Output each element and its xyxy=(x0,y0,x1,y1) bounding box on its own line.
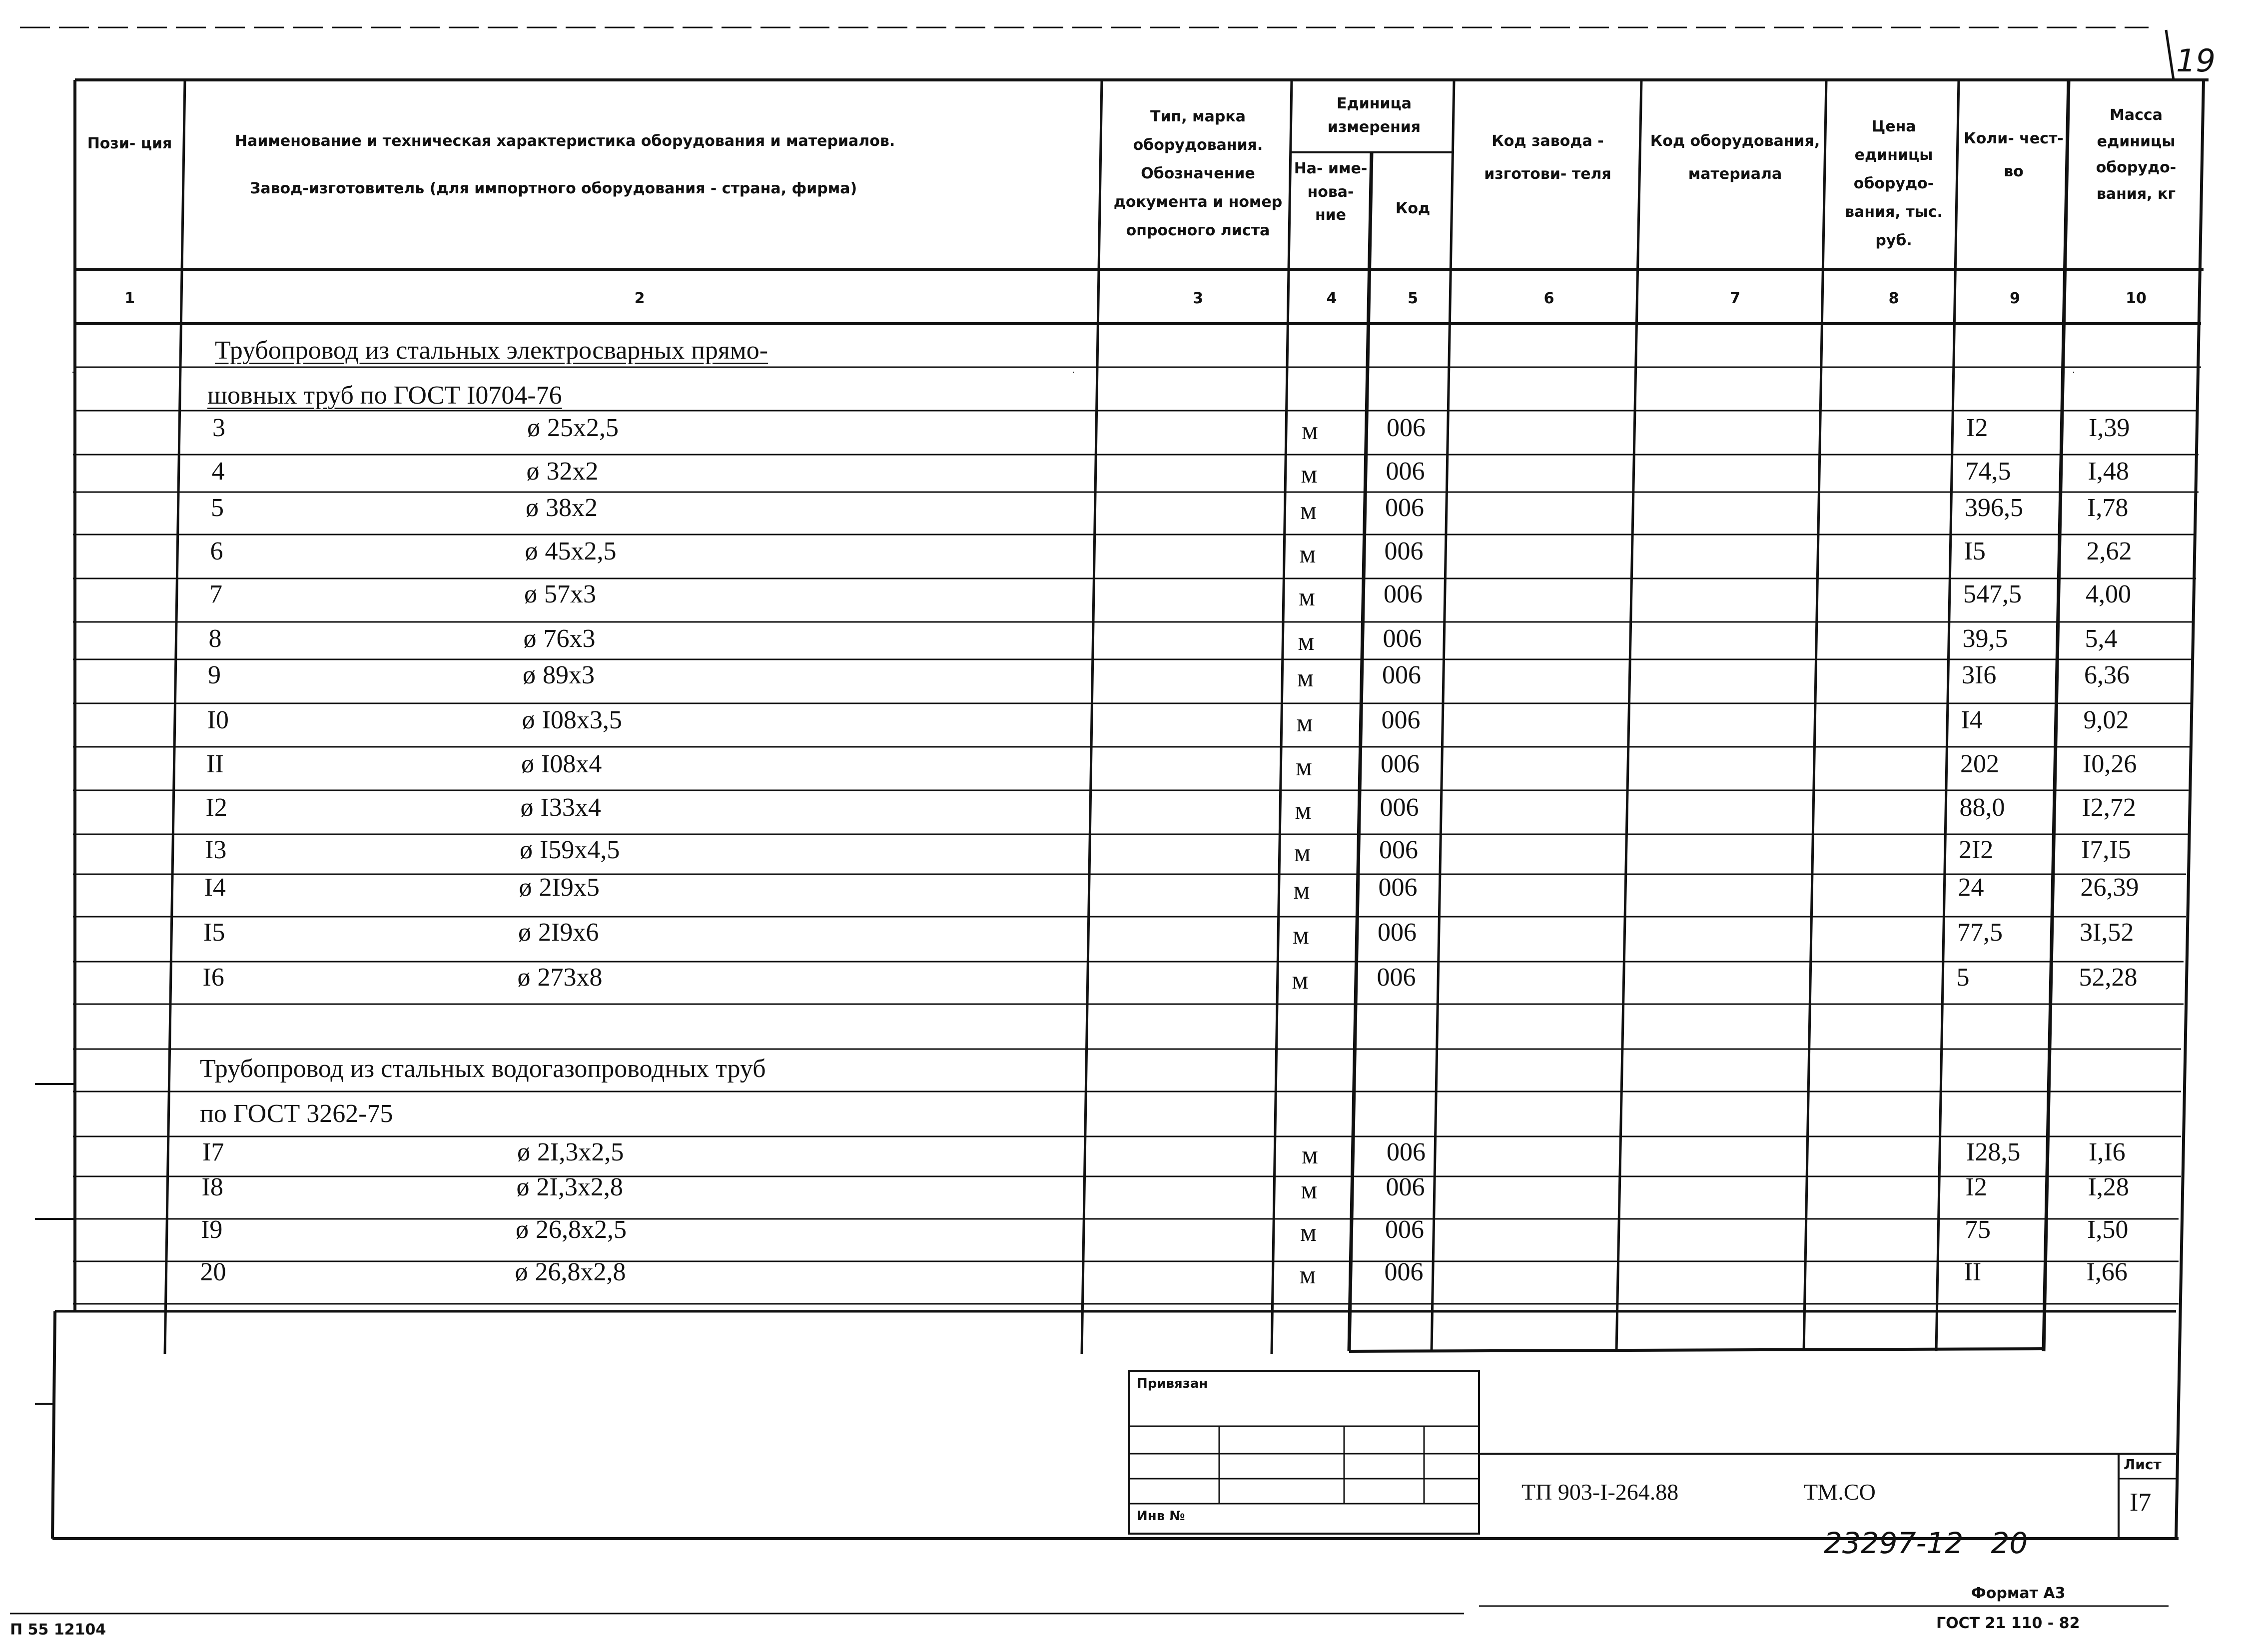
diameter-icon: ø xyxy=(523,624,537,653)
row-position: I7 xyxy=(202,1138,224,1166)
row-qty: 5 xyxy=(1956,963,1970,992)
row-unit: м xyxy=(1297,664,1314,692)
row-mass: 3I,52 xyxy=(2080,918,2134,947)
row-position: 7 xyxy=(209,580,222,608)
row-qty: 24 xyxy=(1958,873,1984,902)
row-code: 006 xyxy=(1386,1173,1425,1201)
header-col-5: Код xyxy=(1395,200,1431,217)
col-num-9: 9 xyxy=(2010,290,2020,307)
row-size: I08х3,5 xyxy=(542,706,622,734)
row-mass: 26,39 xyxy=(2080,873,2139,902)
header-col-1: Пози- ция xyxy=(87,135,172,152)
diameter-icon: ø xyxy=(519,873,532,902)
row-position: I2 xyxy=(205,793,227,822)
row-unit: м xyxy=(1292,966,1309,995)
row-mass: I,I6 xyxy=(2089,1138,2126,1166)
sheet-number-top: 19 xyxy=(2176,42,2216,79)
row-code: 006 xyxy=(1384,1258,1424,1286)
row-size: 25х2,5 xyxy=(547,414,619,442)
row-position: I4 xyxy=(204,873,226,902)
row-code: 006 xyxy=(1377,963,1416,992)
row-qty: I5 xyxy=(1964,537,1986,565)
col-num-2: 2 xyxy=(634,290,645,307)
header-col-6: Код завода - изготови- теля xyxy=(1484,132,1611,183)
row-qty: II xyxy=(1964,1258,1982,1286)
row-unit: м xyxy=(1299,1261,1316,1289)
row-mass: I7,I5 xyxy=(2081,836,2131,864)
row-qty: 74,5 xyxy=(1965,457,2011,486)
row-unit: м xyxy=(1300,497,1317,525)
row-size: 2I,3х2,8 xyxy=(536,1173,623,1201)
row-unit: м xyxy=(1296,753,1312,781)
row-unit: м xyxy=(1298,627,1315,656)
diameter-icon: ø xyxy=(518,918,531,947)
diameter-icon: ø xyxy=(525,537,538,565)
row-code: 006 xyxy=(1383,624,1422,653)
col-num-10: 10 xyxy=(2126,290,2147,307)
diameter-icon: ø xyxy=(515,1258,528,1286)
row-unit: м xyxy=(1293,921,1309,950)
diameter-icon: ø xyxy=(517,1138,530,1166)
row-position: I9 xyxy=(201,1215,223,1244)
row-size: 45х2,5 xyxy=(545,537,617,565)
header-col-10: Масса единицы оборудо- вания, кг xyxy=(2096,106,2177,203)
row-qty: 75 xyxy=(1965,1215,1991,1244)
row-unit: м xyxy=(1296,709,1313,737)
diameter-icon: ø xyxy=(520,793,534,822)
row-unit: м xyxy=(1293,876,1310,905)
sheet-label: Лист xyxy=(2124,1456,2162,1473)
row-code: 006 xyxy=(1384,537,1424,565)
row-size: 89х3 xyxy=(543,661,595,689)
row-mass: I,39 xyxy=(2089,414,2130,442)
row-size: 26,8х2,5 xyxy=(536,1215,627,1244)
row-size: 2I,3х2,5 xyxy=(537,1138,624,1166)
row-mass: I,66 xyxy=(2086,1258,2128,1286)
row-mass: I,50 xyxy=(2087,1215,2129,1244)
row-position: 8 xyxy=(208,624,222,653)
col-num-5: 5 xyxy=(1408,290,1418,307)
row-mass: 6,36 xyxy=(2084,661,2130,689)
col-num-6: 6 xyxy=(1543,290,1554,307)
col-num-4: 4 xyxy=(1326,290,1337,307)
row-qty: 3I6 xyxy=(1962,661,1997,689)
diameter-icon: ø xyxy=(522,706,535,734)
row-unit: м xyxy=(1301,460,1318,489)
diameter-icon: ø xyxy=(526,494,539,522)
diameter-icon: ø xyxy=(516,1173,530,1201)
row-position: I5 xyxy=(203,918,225,947)
row-unit: м xyxy=(1300,1218,1317,1247)
row-position: 5 xyxy=(211,494,224,522)
row-code: 006 xyxy=(1386,457,1425,486)
row-size: I08х4 xyxy=(541,750,602,778)
diameter-icon: ø xyxy=(516,1215,529,1244)
row-qty: I2 xyxy=(1966,414,1988,442)
row-mass: I,28 xyxy=(2088,1173,2129,1201)
row-mass: I,78 xyxy=(2087,494,2129,522)
diameter-icon: ø xyxy=(524,580,537,608)
row-mass: 2,62 xyxy=(2086,537,2132,565)
doc-code: ТП 903-I-264.88 xyxy=(1521,1479,1679,1505)
row-mass: I,48 xyxy=(2088,457,2129,486)
row-qty: 88,0 xyxy=(1959,793,2005,822)
diameter-icon: ø xyxy=(526,457,540,486)
col-num-1: 1 xyxy=(124,290,135,307)
row-qty: 202 xyxy=(1960,750,1999,778)
row-mass: 52,28 xyxy=(2079,963,2138,992)
row-size: 38х2 xyxy=(546,494,598,522)
row-size: 76х3 xyxy=(543,624,596,653)
row-code: 006 xyxy=(1387,1138,1426,1166)
row-size: I59х4,5 xyxy=(540,836,620,864)
section1-title-line1: Трубопровод из стальных электросварных прямо- xyxy=(215,336,768,365)
header-col-3: Тип, марка оборудования. Обозначение документа и номер опросного листа xyxy=(1113,108,1283,239)
col-num-3: 3 xyxy=(1193,290,1203,307)
row-mass: I0,26 xyxy=(2083,750,2137,778)
corner-code: П 55 12104 xyxy=(10,1621,106,1639)
row-qty: 39,5 xyxy=(1962,624,2008,653)
row-qty: I4 xyxy=(1961,706,1983,734)
row-unit: м xyxy=(1302,1141,1318,1169)
gost-label: ГОСТ 21 110 - 82 xyxy=(1936,1615,2080,1632)
row-code: 006 xyxy=(1385,494,1424,522)
sheet-value: I7 xyxy=(2130,1488,2152,1517)
row-size: 273х8 xyxy=(537,963,603,992)
row-mass: 5,4 xyxy=(2085,624,2118,653)
row-code: 006 xyxy=(1378,873,1418,902)
header-col-2-line1: Наименование и техническая характеристика оборудования и материалов. xyxy=(235,132,895,150)
header-unit-group: Единица измерения xyxy=(1327,95,1421,136)
diameter-icon: ø xyxy=(520,836,533,864)
diameter-icon: ø xyxy=(521,750,534,778)
header-col-7: Код оборудования, материала xyxy=(1650,132,1820,183)
diameter-icon: ø xyxy=(527,414,540,442)
row-unit: м xyxy=(1301,1176,1318,1204)
section2-title-line2: по ГОСТ 3262-75 xyxy=(200,1100,393,1128)
row-position: 20 xyxy=(200,1258,226,1286)
doc-mark: ТМ.СО xyxy=(1804,1479,1876,1505)
row-qty: 77,5 xyxy=(1957,918,2003,947)
header-col-8: Цена единицы оборудо- вания, тыс. руб. xyxy=(1845,118,1943,249)
row-code: 006 xyxy=(1381,750,1420,778)
row-code: 006 xyxy=(1378,918,1417,947)
row-code: 006 xyxy=(1387,414,1426,442)
format-label: Формат А3 xyxy=(1971,1585,2066,1602)
header-col-2-line2: Завод-изготовитель (для импортного оборудования - страна, фирма) xyxy=(250,180,857,197)
row-position: II xyxy=(206,750,224,778)
col-num-8: 8 xyxy=(1888,290,1899,307)
section1-title-line2: шовных труб по ГОСТ I0704-76 xyxy=(207,381,562,410)
handwritten-number: 23297-12 20 xyxy=(1824,1526,2028,1560)
row-size: 57х3 xyxy=(544,580,596,608)
row-size: I33х4 xyxy=(540,793,601,822)
row-qty: I2 xyxy=(1965,1173,1987,1201)
row-qty: 396,5 xyxy=(1965,494,2023,522)
row-position: I0 xyxy=(207,706,229,734)
row-qty: I28,5 xyxy=(1966,1138,2021,1166)
row-position: I6 xyxy=(202,963,224,992)
header-col-4: На- име- нова- ние xyxy=(1294,160,1368,224)
header-col-9: Коли- чест- во xyxy=(1964,130,2064,180)
row-position: 4 xyxy=(211,457,225,486)
row-unit: м xyxy=(1302,417,1318,445)
row-unit: м xyxy=(1294,839,1311,867)
row-size: 2I9х5 xyxy=(539,873,600,902)
row-size: 2I9х6 xyxy=(538,918,599,947)
row-code: 006 xyxy=(1381,706,1421,734)
row-mass: 4,00 xyxy=(2086,580,2131,608)
row-position: 3 xyxy=(212,414,225,442)
row-mass: I2,72 xyxy=(2082,793,2136,822)
row-unit: м xyxy=(1299,583,1315,611)
stamp-inv: Инв № xyxy=(1137,1509,1185,1524)
row-unit: м xyxy=(1295,796,1312,825)
row-unit: м xyxy=(1299,540,1316,568)
row-qty: 547,5 xyxy=(1963,580,2022,608)
row-code: 006 xyxy=(1380,793,1419,822)
row-size: 26,8х2,8 xyxy=(535,1258,626,1286)
row-qty: 2I2 xyxy=(1959,836,1994,864)
stamp-privyazan: Привязан xyxy=(1137,1376,1208,1391)
row-code: 006 xyxy=(1384,580,1423,608)
diameter-icon: ø xyxy=(517,963,531,992)
row-position: 6 xyxy=(210,537,223,565)
row-position: 9 xyxy=(208,661,221,689)
row-code: 006 xyxy=(1382,661,1421,689)
section2-title-line1: Трубопровод из стальных водогазопроводных труб xyxy=(200,1055,766,1083)
row-code: 006 xyxy=(1385,1215,1424,1244)
row-code: 006 xyxy=(1379,836,1418,864)
row-position: I8 xyxy=(201,1173,223,1201)
row-size: 32х2 xyxy=(546,457,599,486)
row-mass: 9,02 xyxy=(2083,706,2129,734)
col-num-7: 7 xyxy=(1730,290,1740,307)
row-position: I3 xyxy=(205,836,227,864)
diameter-icon: ø xyxy=(523,661,536,689)
